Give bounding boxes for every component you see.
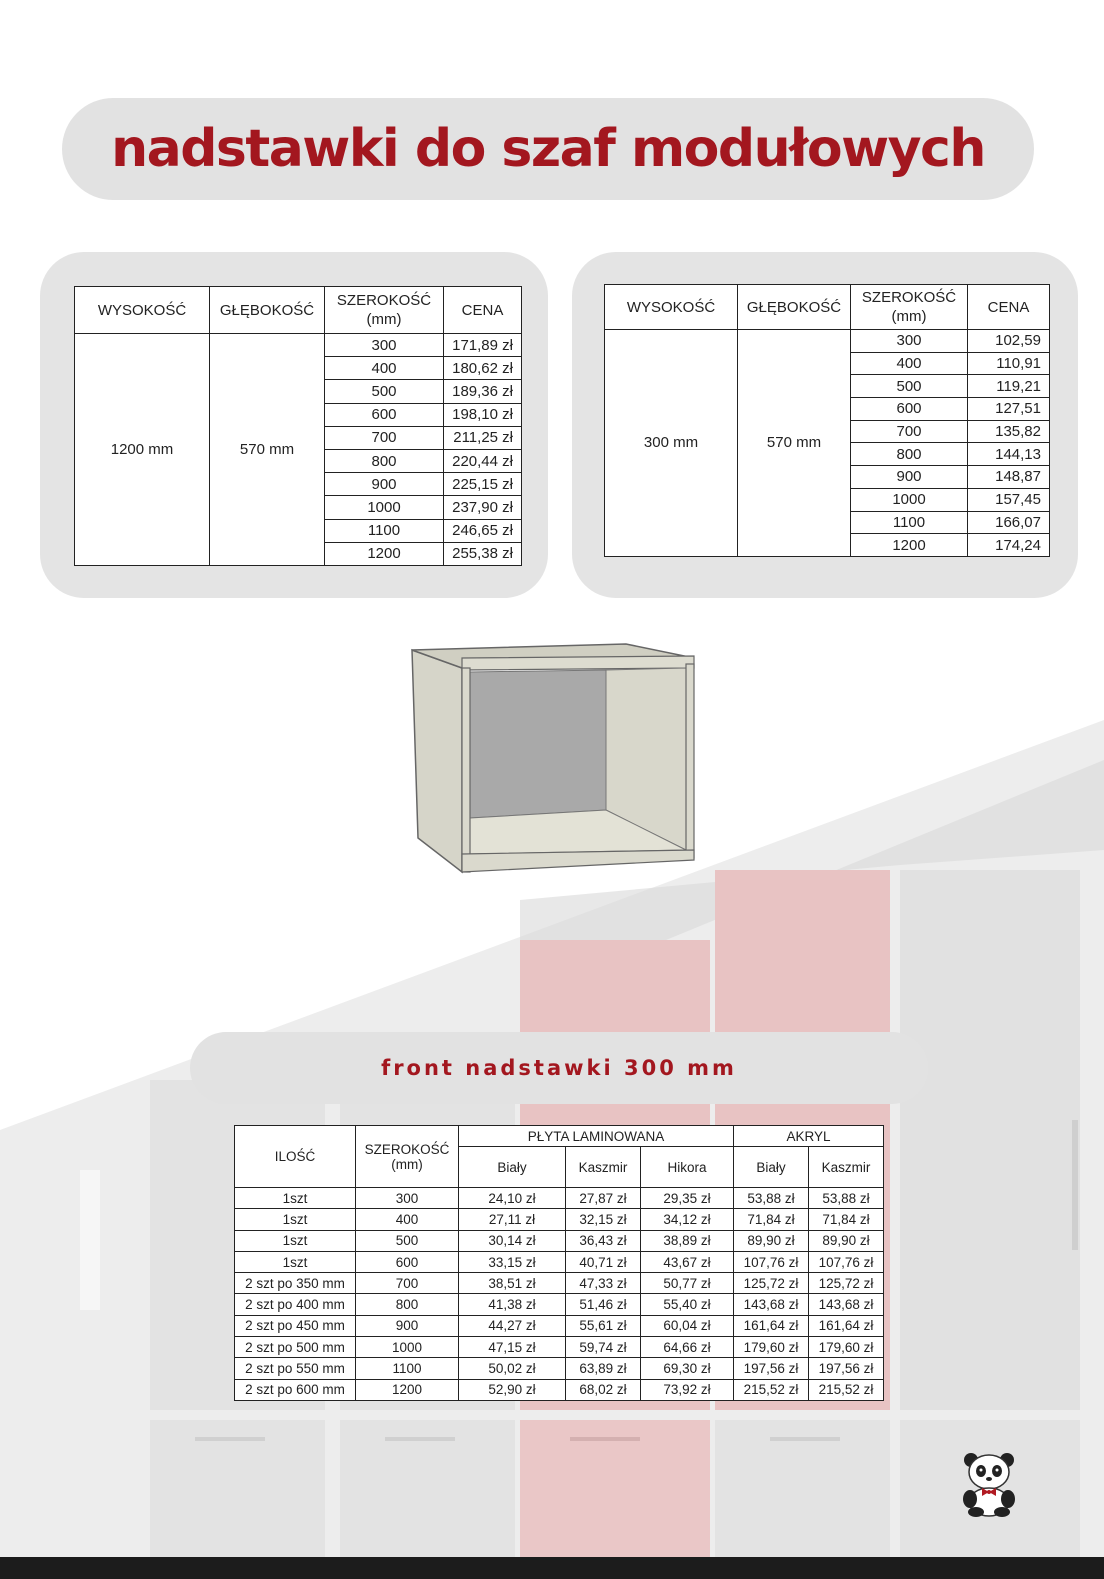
qty-cell: 1szt — [235, 1251, 356, 1272]
width-cell: 1100 — [356, 1358, 459, 1379]
qty-cell: 1szt — [235, 1188, 356, 1209]
price-cell: 102,59 — [968, 330, 1050, 353]
table-row — [235, 1379, 884, 1400]
width-cell: 700 — [356, 1273, 459, 1294]
price-cell: 32,15 zł — [566, 1209, 641, 1230]
header-laminate-white: Biały — [459, 1147, 566, 1188]
header-price: CENA — [968, 285, 1050, 330]
width-cell: 1000 — [356, 1337, 459, 1358]
price-cell: 189,36 zł — [444, 380, 522, 403]
price-cell: 29,35 zł — [641, 1188, 734, 1209]
table-row — [235, 1294, 884, 1315]
qty-cell: 1szt — [235, 1209, 356, 1230]
price-cell: 179,60 zł — [809, 1337, 884, 1358]
qty-cell: 2 szt po 600 mm — [235, 1379, 356, 1400]
price-cell: 53,88 zł — [734, 1188, 809, 1209]
price-cell: 30,14 zł — [459, 1230, 566, 1251]
header-depth: GŁĘBOKOŚĆ — [738, 285, 851, 330]
qty-cell: 2 szt po 400 mm — [235, 1294, 356, 1315]
width-cell: 1000 — [851, 488, 968, 511]
width-cell: 500 — [325, 380, 444, 403]
price-cell: 55,40 zł — [641, 1294, 734, 1315]
table-row — [235, 1230, 884, 1251]
price-cell: 107,76 zł — [734, 1251, 809, 1272]
panda-logo-icon — [958, 1450, 1020, 1518]
price-cell: 73,92 zł — [641, 1379, 734, 1400]
width-cell: 600 — [325, 403, 444, 426]
width-cell: 600 — [851, 398, 968, 421]
price-cell: 50,77 zł — [641, 1273, 734, 1294]
price-cell: 148,87 — [968, 466, 1050, 489]
width-cell: 800 — [325, 449, 444, 472]
height-value: 1200 mm — [75, 334, 210, 566]
price-cell: 171,89 zł — [444, 334, 522, 357]
price-cell: 197,56 zł — [809, 1358, 884, 1379]
price-cell: 60,04 zł — [641, 1315, 734, 1336]
price-cell: 59,74 zł — [566, 1337, 641, 1358]
width-cell: 1100 — [325, 519, 444, 542]
header-laminate-cashmere: Kaszmir — [566, 1147, 641, 1188]
header-width: SZEROKOŚĆ (mm) — [325, 287, 444, 334]
width-cell: 1200 — [851, 534, 968, 557]
table-row — [235, 1358, 884, 1379]
width-cell: 400 — [356, 1209, 459, 1230]
price-cell: 125,72 zł — [734, 1273, 809, 1294]
price-cell: 255,38 zł — [444, 542, 522, 565]
header-price: CENA — [444, 287, 522, 334]
price-cell: 215,52 zł — [734, 1379, 809, 1400]
price-cell: 44,27 zł — [459, 1315, 566, 1336]
header-laminate-hikora: Hikora — [641, 1147, 734, 1188]
width-cell: 300 — [851, 330, 968, 353]
qty-cell: 2 szt po 350 mm — [235, 1273, 356, 1294]
price-cell: 52,90 zł — [459, 1379, 566, 1400]
width-cell: 800 — [356, 1294, 459, 1315]
width-cell: 600 — [356, 1251, 459, 1272]
price-cell: 38,51 zł — [459, 1273, 566, 1294]
front-section-banner — [190, 1032, 928, 1104]
price-cell: 40,71 zł — [566, 1251, 641, 1272]
price-panel-1200 — [40, 252, 548, 598]
qty-cell: 1szt — [235, 1230, 356, 1251]
width-cell: 1000 — [325, 496, 444, 519]
header-acrylic-cashmere: Kaszmir — [809, 1147, 884, 1188]
width-cell: 900 — [851, 466, 968, 489]
price-cell: 110,91 — [968, 352, 1050, 375]
qty-cell: 2 szt po 550 mm — [235, 1358, 356, 1379]
price-cell: 33,15 zł — [459, 1251, 566, 1272]
price-cell: 68,02 zł — [566, 1379, 641, 1400]
header-acrylic-white: Biały — [734, 1147, 809, 1188]
width-cell: 300 — [356, 1188, 459, 1209]
height-value: 300 mm — [605, 330, 738, 557]
width-cell: 1100 — [851, 511, 968, 534]
table-row — [235, 1209, 884, 1230]
price-panel-300 — [572, 252, 1078, 598]
header-width: SZEROKOŚĆ (mm) — [851, 285, 968, 330]
price-cell: 55,61 zł — [566, 1315, 641, 1336]
price-cell: 161,64 zł — [809, 1315, 884, 1336]
price-cell: 135,82 — [968, 420, 1050, 443]
page-title: nadstawki do szaf modułowych — [111, 119, 985, 179]
header-width: SZEROKOŚĆ (mm) — [356, 1126, 459, 1188]
header-depth: GŁĘBOKOŚĆ — [210, 287, 325, 334]
header-group-acrylic: AKRYL — [734, 1126, 884, 1147]
header-height: WYSOKOŚĆ — [605, 285, 738, 330]
qty-cell: 2 szt po 450 mm — [235, 1315, 356, 1336]
price-cell: 237,90 zł — [444, 496, 522, 519]
price-cell: 143,68 zł — [809, 1294, 884, 1315]
price-cell: 41,38 zł — [459, 1294, 566, 1315]
price-cell: 197,56 zł — [734, 1358, 809, 1379]
width-cell: 900 — [356, 1315, 459, 1336]
price-cell: 38,89 zł — [641, 1230, 734, 1251]
price-cell: 27,11 zł — [459, 1209, 566, 1230]
price-cell: 69,30 zł — [641, 1358, 734, 1379]
table-row — [235, 1251, 884, 1272]
price-cell: 43,67 zł — [641, 1251, 734, 1272]
price-cell: 180,62 zł — [444, 357, 522, 380]
price-cell: 107,76 zł — [809, 1251, 884, 1272]
price-cell: 50,02 zł — [459, 1358, 566, 1379]
width-cell: 500 — [356, 1230, 459, 1251]
width-cell: 400 — [325, 357, 444, 380]
header-height: WYSOKOŚĆ — [75, 287, 210, 334]
price-cell: 211,25 zł — [444, 426, 522, 449]
price-cell: 143,68 zł — [734, 1294, 809, 1315]
depth-value: 570 mm — [738, 330, 851, 557]
price-cell: 89,90 zł — [734, 1230, 809, 1251]
width-cell: 500 — [851, 375, 968, 398]
width-cell: 700 — [851, 420, 968, 443]
price-cell: 246,65 zł — [444, 519, 522, 542]
header-qty: ILOŚĆ — [235, 1126, 356, 1188]
table-row — [235, 1337, 884, 1358]
price-cell: 89,90 zł — [809, 1230, 884, 1251]
price-cell: 64,66 zł — [641, 1337, 734, 1358]
price-cell: 125,72 zł — [809, 1273, 884, 1294]
price-cell: 53,88 zł — [809, 1188, 884, 1209]
cabinet-illustration — [408, 640, 700, 880]
front-section-title: front nadstawki 300 mm — [381, 1056, 737, 1080]
width-cell: 1200 — [356, 1379, 459, 1400]
front-price-table — [234, 1125, 884, 1401]
qty-cell: 2 szt po 500 mm — [235, 1337, 356, 1358]
price-cell: 27,87 zł — [566, 1188, 641, 1209]
width-cell: 900 — [325, 473, 444, 496]
price-cell: 71,84 zł — [734, 1209, 809, 1230]
price-cell: 24,10 zł — [459, 1188, 566, 1209]
width-cell: 1200 — [325, 542, 444, 565]
price-cell: 198,10 zł — [444, 403, 522, 426]
table-row — [235, 1315, 884, 1336]
price-cell: 225,15 zł — [444, 473, 522, 496]
price-cell: 127,51 — [968, 398, 1050, 421]
bottom-bar — [0, 1557, 1104, 1579]
front-table-body — [235, 1188, 884, 1401]
price-table-300 — [604, 284, 1050, 557]
table-row — [235, 1188, 884, 1209]
width-cell: 400 — [851, 352, 968, 375]
width-cell: 800 — [851, 443, 968, 466]
price-cell: 157,45 — [968, 488, 1050, 511]
price-cell: 63,89 zł — [566, 1358, 641, 1379]
width-cell: 700 — [325, 426, 444, 449]
price-cell: 47,15 zł — [459, 1337, 566, 1358]
price-cell: 220,44 zł — [444, 449, 522, 472]
price-cell: 179,60 zł — [734, 1337, 809, 1358]
price-cell: 174,24 — [968, 534, 1050, 557]
price-cell: 36,43 zł — [566, 1230, 641, 1251]
price-cell: 161,64 zł — [734, 1315, 809, 1336]
price-cell: 144,13 — [968, 443, 1050, 466]
header-group-laminate: PŁYTA LAMINOWANA — [459, 1126, 734, 1147]
price-cell: 34,12 zł — [641, 1209, 734, 1230]
depth-value: 570 mm — [210, 334, 325, 566]
price-cell: 51,46 zł — [566, 1294, 641, 1315]
width-cell: 300 — [325, 334, 444, 357]
price-cell: 119,21 — [968, 375, 1050, 398]
price-cell: 215,52 zł — [809, 1379, 884, 1400]
price-cell: 166,07 — [968, 511, 1050, 534]
table-row — [235, 1273, 884, 1294]
price-cell: 71,84 zł — [809, 1209, 884, 1230]
price-cell: 47,33 zł — [566, 1273, 641, 1294]
title-banner — [62, 98, 1034, 200]
price-table-1200 — [74, 286, 522, 566]
